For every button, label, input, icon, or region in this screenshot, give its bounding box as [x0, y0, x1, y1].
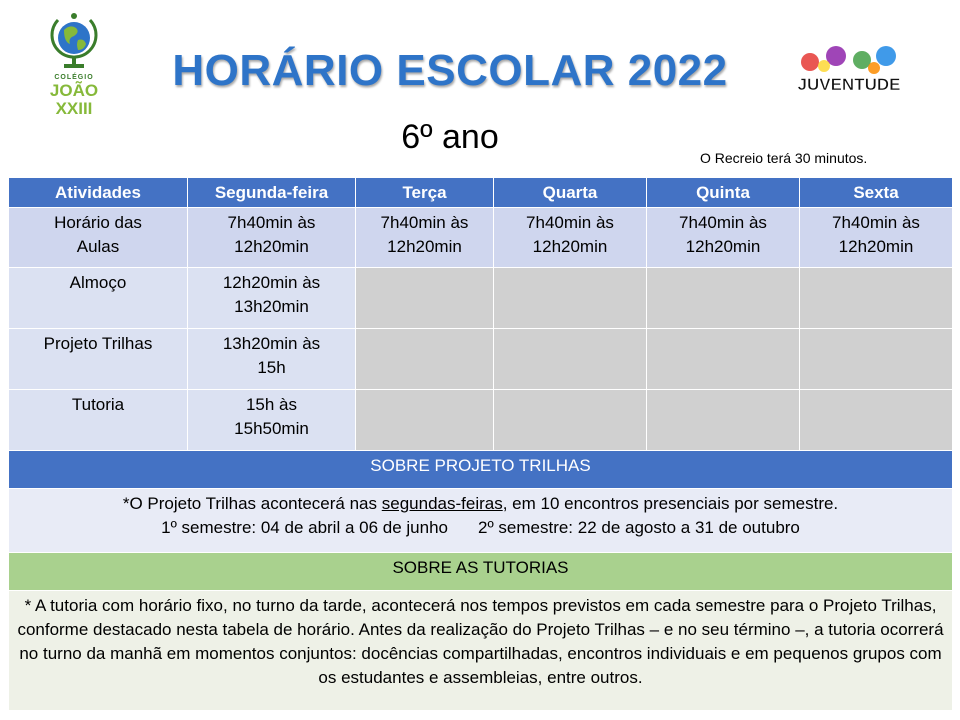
logo-text-xxiii: XXIII	[55, 99, 93, 118]
tutorias-info-text: * A tutoria com horário fixo, no turno da tarde, acontecerá nos tempos previstos em cada semestre para o Projeto Trilhas, conforme destacado nesta tabela de horário. Antes da realização do Projeto Trilhas – e no seu término –, a tutoria ocorrerá no turno da manhã em momentos conjuntos: docências compartilhadas, encontros individuais e em pequenos grupos com os estudantes e assembleias, entre outros.	[9, 591, 953, 711]
cell-aulas-sexta: 7h40min às 12h20min	[800, 208, 953, 268]
cell-label-tutoria: Tutoria	[9, 390, 188, 451]
section-body-trilhas	[9, 489, 953, 553]
cell-label-almoco: Almoço	[9, 268, 188, 329]
trilhas-info-text: *O Projeto Trilhas acontecerá nas segundas-feiras, em 10 encontros presenciais por semestre. 1º semestre: 04 de abril a 06 de junho 2º semestre: 22 de agosto a 31 de outubro	[9, 489, 953, 553]
section-heading-tutorias-text: SOBRE AS TUTORIAS	[9, 553, 953, 591]
juventude-logo	[788, 44, 910, 100]
section-heading-trilhas	[9, 451, 953, 489]
cell-aulas-segunda: 7h40min às 12h20min	[188, 208, 356, 268]
juventude-logo-text: JUVENTUDE	[797, 75, 901, 94]
empty-cell	[800, 390, 953, 451]
header-atividades: Atividades	[9, 178, 188, 208]
segundas-feiras-underlined: segundas-feiras	[381, 494, 503, 513]
empty-cell	[494, 390, 647, 451]
section-heading-tutorias	[9, 553, 953, 591]
semestre-1-dates: 1º semestre: 04 de abril a 06 de junho	[161, 518, 449, 537]
empty-cell	[356, 329, 494, 390]
cell-aulas-quarta: 7h40min às 12h20min	[494, 208, 647, 268]
empty-cell	[356, 268, 494, 329]
empty-cell	[356, 390, 494, 451]
empty-cell	[800, 329, 953, 390]
table-row-almoco	[9, 268, 953, 329]
table-row-aulas	[9, 208, 953, 268]
empty-cell	[800, 268, 953, 329]
header-sexta: Sexta	[800, 178, 953, 208]
empty-cell	[494, 329, 647, 390]
section-body-tutorias	[9, 591, 953, 711]
cell-aulas-quinta: 7h40min às 12h20min	[647, 208, 800, 268]
page-title: HORÁRIO ESCOLAR 2022	[172, 46, 728, 95]
logo-text-joao: JOÃO	[49, 81, 99, 100]
recreio-note: O Recreio terá 30 minutos.	[700, 150, 868, 166]
empty-cell	[647, 390, 800, 451]
schedule-table	[8, 177, 953, 711]
page-subtitle: 6º ano	[401, 118, 499, 156]
header-terca: Terça	[356, 178, 494, 208]
table-header-row	[9, 178, 953, 208]
table-row-tutoria	[9, 390, 953, 451]
cell-tutoria-segunda: 15h às 15h50min	[188, 390, 356, 451]
cell-trilhas-segunda: 13h20min às 15h	[188, 329, 356, 390]
header-quarta: Quarta	[494, 178, 647, 208]
empty-cell	[494, 268, 647, 329]
cell-label-aulas: Horário das Aulas	[9, 208, 188, 268]
table-row-projeto-trilhas	[9, 329, 953, 390]
section-heading-trilhas-text: SOBRE PROJETO TRILHAS	[9, 451, 953, 489]
cell-aulas-terca: 7h40min às 12h20min	[356, 208, 494, 268]
cell-almoco-segunda: 12h20min às 13h20min	[188, 268, 356, 329]
cell-label-projeto-trilhas: Projeto Trilhas	[9, 329, 188, 390]
logo-text-colegio: COLÉGIO	[54, 74, 94, 81]
header-segunda: Segunda-feira	[188, 178, 356, 208]
header-quinta: Quinta	[647, 178, 800, 208]
semestre-2-dates: 2º semestre: 22 de agosto a 31 de outubro	[478, 518, 800, 537]
empty-cell	[647, 268, 800, 329]
empty-cell	[647, 329, 800, 390]
